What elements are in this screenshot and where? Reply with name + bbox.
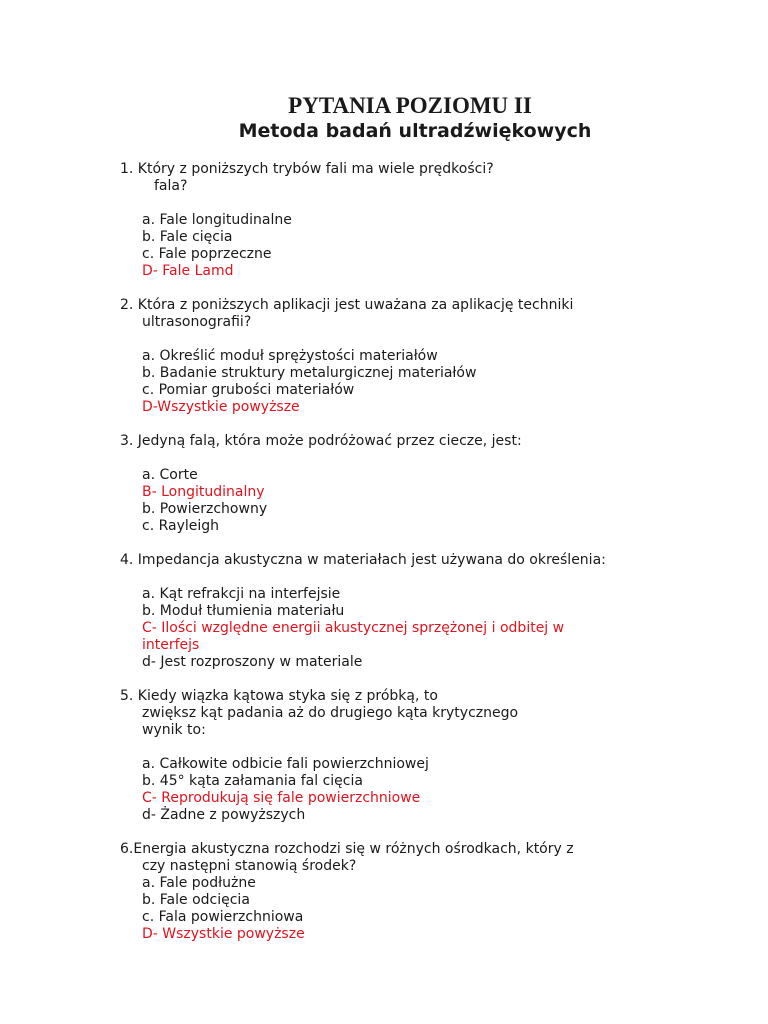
answer-5c-correct: C- Reprodukują się fale powierzchniowe bbox=[142, 790, 421, 806]
answer-4a: a. Kąt refrakcji na interfejsie bbox=[142, 586, 341, 602]
question-6-text-continued: czy następni stanowią środek? bbox=[142, 858, 357, 874]
answer-5b: b. 45° kąta załamania fal cięcia bbox=[142, 773, 363, 789]
question-6-text: 6.Energia akustyczna rozchodzi się w różnych ośrodkach, który z bbox=[120, 841, 574, 857]
question-1-text-continued: fala? bbox=[154, 178, 188, 194]
answer-2a: a. Określić moduł sprężystości materiałów bbox=[142, 348, 438, 364]
answer-6b: b. Fale odcięcia bbox=[142, 892, 250, 908]
answer-2b: b. Badanie struktury metalurgicznej materiałów bbox=[142, 365, 477, 381]
answer-4c-correct-continued: interfejs bbox=[142, 637, 200, 653]
answer-5a: a. Całkowite odbicie fali powierzchniowej bbox=[142, 756, 429, 772]
question-3-text: 3. Jedyną falą, która może podróżować przez ciecze, jest: bbox=[120, 433, 522, 449]
answer-6a: a. Fale podłużne bbox=[142, 875, 256, 891]
answer-6c: c. Fala powierzchniowa bbox=[142, 909, 304, 925]
answer-1a: a. Fale longitudinalne bbox=[142, 212, 292, 228]
question-2-text-continued: ultrasonografii? bbox=[142, 314, 252, 330]
answer-1b: b. Fale cięcia bbox=[142, 229, 233, 245]
answer-6d-correct: D- Wszystkie powyższe bbox=[142, 926, 305, 942]
answer-2c: c. Pomiar grubości materiałów bbox=[142, 382, 355, 398]
answer-3b-correct: B- Longitudinalny bbox=[142, 484, 265, 500]
answer-1d-correct: D- Fale Lamd bbox=[142, 263, 234, 279]
answer-2d-correct: D-Wszystkie powyższe bbox=[142, 399, 300, 415]
document-title: PYTANIA POZIOMU II bbox=[288, 93, 532, 118]
question-2-text: 2. Która z poniższych aplikacji jest uważana za aplikację techniki bbox=[120, 297, 574, 313]
question-5-text-continued: zwiększ kąt padania aż do drugiego kąta krytycznego bbox=[142, 705, 519, 721]
answer-3a: a. Corte bbox=[142, 467, 198, 483]
question-5-text: 5. Kiedy wiązka kątowa styka się z próbką, to bbox=[120, 688, 438, 704]
question-5-text-end: wynik to: bbox=[142, 722, 206, 738]
document-subtitle: Metoda badań ultradźwiękowych bbox=[238, 120, 592, 142]
question-4-text: 4. Impedancja akustyczna w materiałach jest używana do określenia: bbox=[120, 552, 606, 568]
answer-4d: d- Jest rozproszony w materiale bbox=[142, 654, 363, 670]
question-1-text: 1. Który z poniższych trybów fali ma wiele prędkości? bbox=[120, 161, 494, 177]
answer-4b: b. Moduł tłumienia materiału bbox=[142, 603, 345, 619]
answer-3c: b. Powierzchowny bbox=[142, 501, 268, 517]
answer-5d: d- Żadne z powyższych bbox=[142, 807, 306, 823]
answer-1c: c. Fale poprzeczne bbox=[142, 246, 272, 262]
answer-4c-correct: C- Ilości względne energii akustycznej sprzężonej i odbitej w bbox=[142, 620, 565, 636]
answer-3d: c. Rayleigh bbox=[142, 518, 220, 534]
